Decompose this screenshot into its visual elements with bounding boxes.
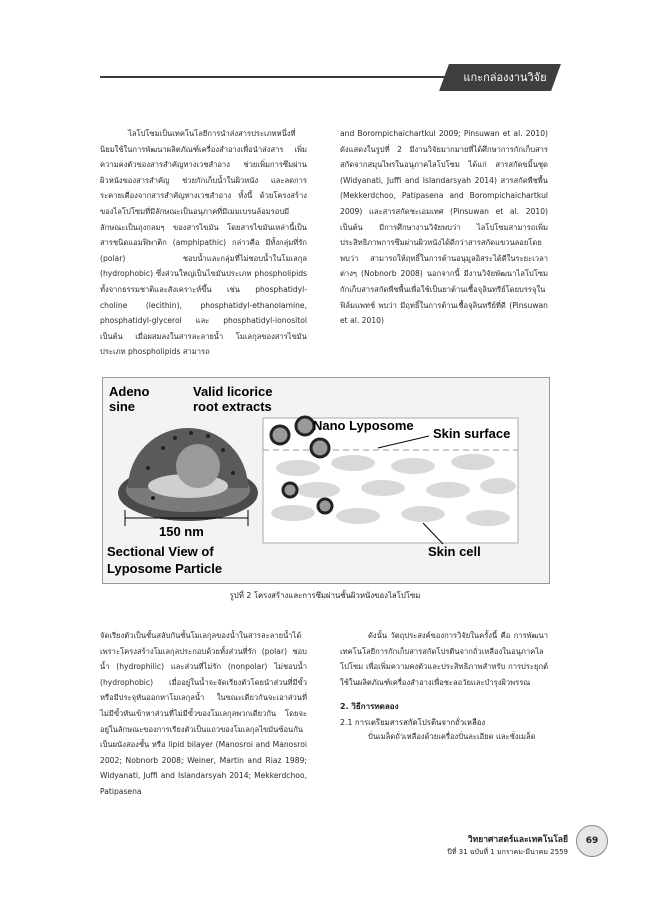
section-label: แกะกล่องงานวิจัย [463,71,547,84]
skin-cell-label: Skin cell [428,544,481,559]
adeno-label: Adeno [109,384,150,399]
section-heading: 2. วิธีการทดลอง [340,702,399,712]
valid-label-1: Valid licorice [193,384,273,399]
liposome-particle [118,428,258,521]
right-column-paragraph-2: ดังนั้น วัตถุประสงค์ของการวิจัยในครั้งนี้ คือ การพัฒนาเทคโนโลยีการกักเก็บสารสกัดโปรตีนจากถั่วเหลืองในอนุภาคไลโปโซม เพื่อเพิ่มความคงตัวและประสิทธิภาพสำหรับ การประยุกต์ใช้ในผลิตภัณฑ์เครื่องสำอางเพื่อชะลอวัยและบำรุงผิวพรรณ [340,631,548,687]
valid-label-2: root extracts [193,399,272,414]
figure-caption: รูปที่ 2 โครงสร้างและการซึมผ่านชั้นผิวหนังของไลโปโซม [229,591,421,600]
right-column-paragraph-1: and Borompichaichartkul 2009; Pinsuwan et al. 2010) ดังแสดงในรูปที่ 2 มีงานวิจัยมากมายที่ได้ศึกษาการกักเก็บสารสกัดจากสมุนไพรในอนุภาคไลโปโซม ได้แก่ สารสกัดขมิ้นชุด (Widyanati, Juffi and Islandarsyah 2014) สารสกัดพืชพื้น (Mekkerdchoo, Patipasena and Borompichaichartkul 2009) และสารสกัดชะเอมเทศ (Pinsuwan et al. 2010) เป็นต้น มีการศึกษางานวิจัยพบว่า ไลโปโซมสามารถเพิ่มประสิทธิภาพการซึมผ่านผิวหนังได้ดีกว่าสารสกัดแขวนลอยโดยพบว่า สามารถให้ฤทธิ์ในการต้านอนุมูลอิสระได้ดีในระยะเวลาต่างๆ (Nobnorb 2008) นอกจากนี้ มีงานวิจัยพัฒนาไลโปโซมกักเก็บสารสกัดพืชพื้นเพื่อใช้เป็นยาต้านเชื้อจุลินทรีย์โดยบรรจุในฟิล์มแพทช์ พบว่า มีฤทธิ์ในการต้านเชื้อจุลินทรีย์ที่ดี (Pinsuwan et al. 2010) [340,129,548,326]
subsection-text: ปั่นเมล็ดถั่วเหลืองด้วยเครื่องปั่นละเอียด และชั่งเมล็ด [368,732,536,742]
left-column-paragraph-1: ไลโปโซมเป็นเทคโนโลยีการนำส่งสารประเภทหนึ่งที่นิยมใช้ในการพัฒนาผลิตภัณฑ์เครื่องสำอางเพื่อนำส่งสาร เพิ่มความคงตัวของสารสำคัญทางเวชสำอาง ช่วยเพิ่มการซึมผ่านผิวหนังของสารสำคัญ ช่วยกักเก็บน้ำในผิวหนัง และลดการระคายเคืองจากสารสำคัญทางเวชสำอาง ทั้งนี้ ด้วยโครงสร้างของไลโปโซมที่มีลักษณะเป็นอนุภาคที่มีเมมเบรนล้อมรอบมีลักษณะเป็นถุงกลมๆ ของสารไขมัน โดยสารไขมันเหล่านี้เป็นสารชนิดแอมฟิพาติก (amphipathic) กล่าวคือ มีทั้งกลุ่มที่รัก (polar) ชอบน้ำและกลุ่มที่ไม่ชอบน้ำในโมเลกุล (hydrophobic) ซึ่งส่วนใหญ่เป็นไขมันประเภท phospholipids ทั้งจากธรรมชาติและสังเคราะห์ขึ้น เช่น phosphatidyl-choline (lecithin), phosphatidyl-ethanolamine, phosphatidyl-glycerol และ phosphatidyl-ionositol เป็นต้น เมื่อผสมลงในสารละลายน้ำ โมเลกุลของสารไขมันประเภท phospholipids สามารถ [100,129,307,357]
sectional-label-1: Sectional View of [107,544,214,559]
sine-label: sine [109,399,136,414]
sectional-label-2: Lyposome Particle [107,561,223,576]
skin-surface-label: Skin surface [433,426,511,441]
liposome-illustration [103,378,549,583]
nano-label: Nano Lyposome [313,418,414,433]
journal-issue: ปีที่ 31 ฉบับที่ 1 มกราคม-มีนาคม 2559 [447,848,568,856]
page-number: 69 [576,825,608,857]
left-column-paragraph-2: จัดเรียงตัวเป็นชั้นสลับกันชั้นโมเลกุลของน้ำในสารละลายน้ำได้ เพราะโครงสร้างโมเลกุลประกอบด้วยทั้งส่วนที่รัก (polar) ชอบน้ำ (hydrophilic) และส่วนที่ไม่รัก (nonpolar) ไม่ชอบน้ำ (hydrophobic) เมื่ออยู่ในน้ำจะจัดเรียงตัวโดยนำส่วนที่มีขั้วหรือมีประจุหันออกหาโมเลกุลน้ำ ในขณะเดียวกันจะเอาส่วนที่ไม่มีขั้วหันเข้าหาส่วนที่ไม่มีขั้วของโมเลกุลพวกเดียวกัน โดยจะอยู่ในลักษณะของการเรียงตัวเป็นแถวของโมเลกุลไขมันซ้อนกันเป็นผนังสองชั้น หรือ lipid bilayer (Manosroi and Manosroi 2002; Nobnorb 2008; Weiner, Martin and Riaz 1989; Widyanati, Juffi and Islandarsyah 2014; Mekkerdchoo, Patipasena [100,631,307,796]
size-label: 150 nm [159,524,204,539]
subsection-heading: 2.1 การเตรียมสารสกัดโปรตีนจากถั่วเหลือง [340,718,486,728]
right-column-block-2 [340,628,548,745]
journal-name: วิทยาศาสตร์และเทคโนโลยี [467,835,568,845]
liposome-figure [102,377,550,584]
